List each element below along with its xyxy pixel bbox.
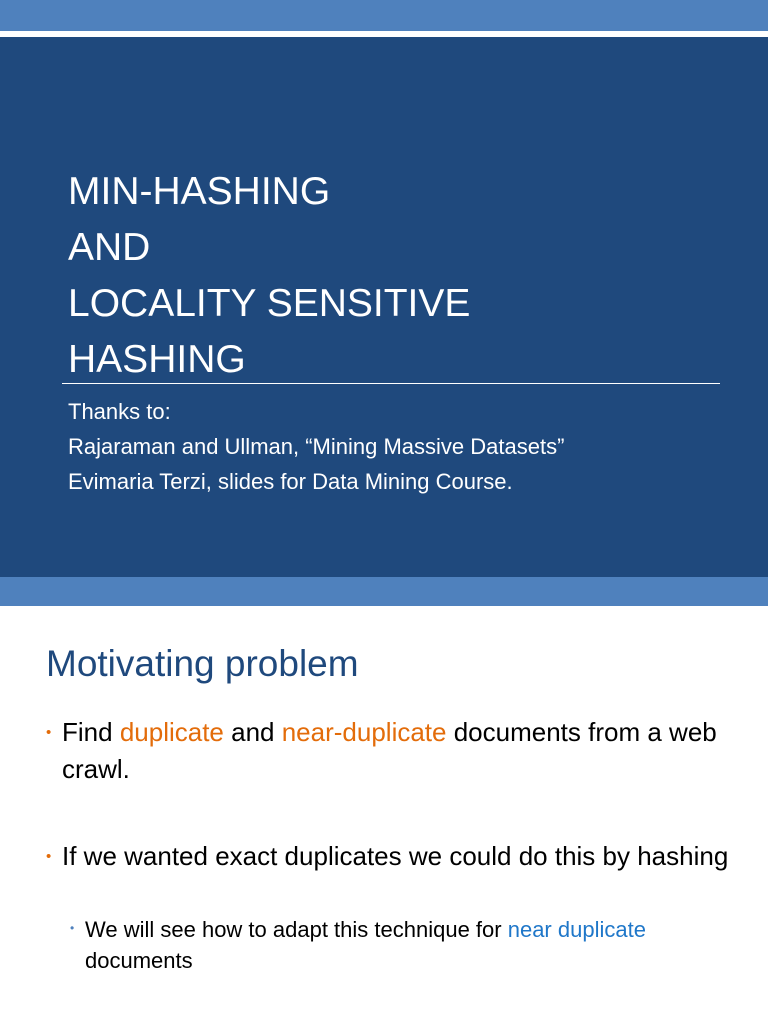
- bullet-item: [46, 714, 726, 788]
- bullet-dot-icon: •: [46, 848, 52, 865]
- section-title: Motivating problem: [46, 643, 359, 684]
- highlight-near-duplicate: near-duplicate: [281, 717, 447, 747]
- credits-line: Rajaraman and Ullman, “Mining Massive Datasets”: [68, 434, 565, 459]
- title-line: HASHING: [68, 338, 246, 381]
- bullet-text-part: Find: [62, 717, 120, 747]
- title-line: LOCALITY SENSITIVE: [68, 282, 471, 325]
- bullet-text: If we wanted exact duplicates we could do this by hashing: [62, 841, 729, 871]
- sub-bullet-text: [70, 914, 670, 976]
- bullet-item: [46, 838, 746, 875]
- title-divider: [62, 383, 720, 384]
- bullet-text: [46, 714, 726, 788]
- credits-line: Evimaria Terzi, slides for Data Mining Course.: [68, 469, 513, 494]
- bullet-dot-icon: •: [46, 724, 52, 741]
- bullet-text-part: documents: [85, 948, 193, 973]
- bullet-text-part: We will see how to adapt this technique for: [85, 917, 508, 942]
- title-line: MIN-HASHING: [68, 170, 331, 213]
- credits-line: Thanks to:: [68, 399, 171, 424]
- bullet-text-part: and: [223, 717, 282, 747]
- credits-block: [68, 394, 564, 499]
- sub-bullet-dot-icon: •: [70, 921, 75, 935]
- highlight-near-duplicate-link: near duplicate: [507, 917, 646, 942]
- bullet-text-part: documents from a web crawl.: [62, 717, 717, 784]
- highlight-duplicate: duplicate: [119, 717, 224, 747]
- bottom-accent-band: [0, 577, 768, 606]
- sub-bullet-item: [70, 914, 670, 976]
- slide-title: [68, 164, 470, 388]
- top-accent-band: [0, 0, 768, 31]
- title-line: AND: [68, 226, 151, 269]
